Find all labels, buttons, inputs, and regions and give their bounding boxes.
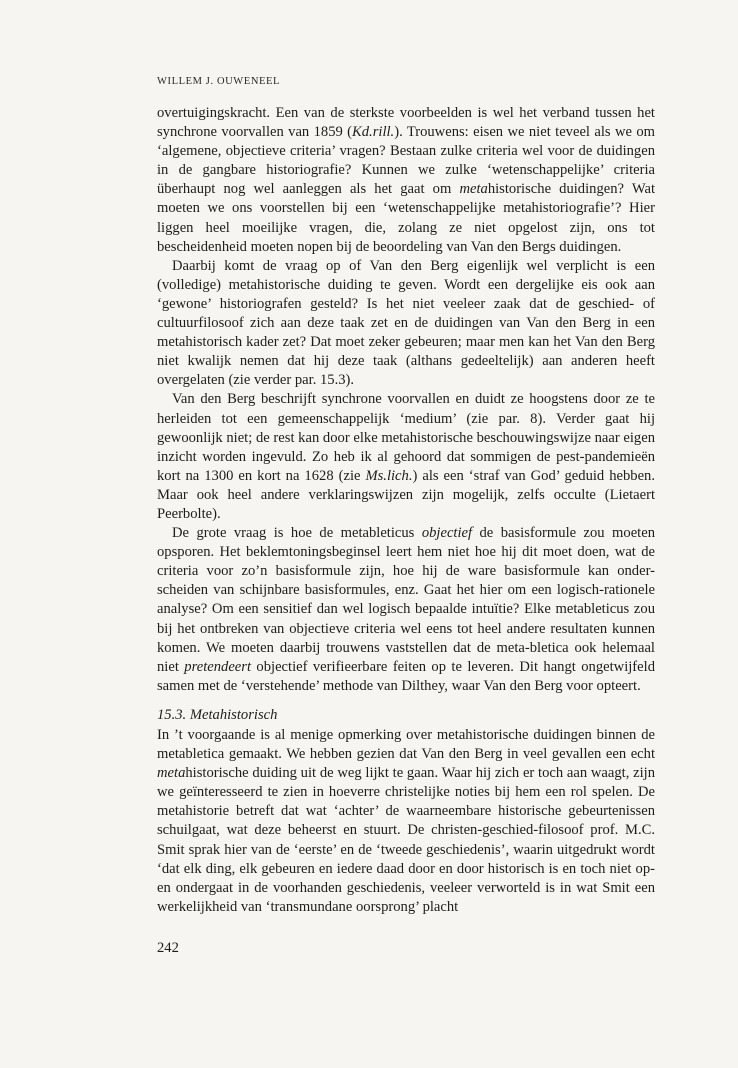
paragraph-4 xyxy=(157,524,655,696)
page-number: 242 xyxy=(157,940,179,956)
italic-text: Kd.rill. xyxy=(352,124,395,141)
running-head: WILLEM J. OUWENEEL xyxy=(157,76,281,87)
section-paragraph xyxy=(157,726,655,917)
body-text xyxy=(157,104,655,696)
paragraph-3 xyxy=(157,390,655,524)
paragraph-2 xyxy=(157,257,655,391)
text-run: objectief verifieerbare feiten op te leveren. Dit hangt ongetwijfeld samen met de ‘verstehende’ methode van Dilthey, waar Van den Berg voor opteert. xyxy=(157,658,655,694)
text-run: historische duidingen? Wat moeten we ons voorstellen bij een ‘wetenschappelijke metahistoriografie’? Hier liggen heel moeilijke vragen, die, zolang ze niet opgelost zijn, ons tot bescheidenheid moeten nopen bij de beoordeling van Van den Bergs duidingen. xyxy=(157,181,655,255)
text-run: Daarbij komt de vraag op of Van den Berg eigenlijk wel verplicht is een (volledige) metahistorische duiding te geven. Wordt een dergelijke eis ook aan ‘gewone’ historiografen gesteld? Is het niet veeleer zaak dat de geschied- of cultuurfilosoof zich aan deze taak zet en de duidingen van Van den Berg in een metahistorisch kader zet? Dat moet zeker gebeuren; maar men kan het Van den Berg niet kwalijk nemen dat hij deze taak (althans gedeeltelijk) aan anderen heeft overgelaten (zie verder par. 15.3). xyxy=(157,257,655,389)
italic-text: meta xyxy=(157,765,186,782)
italic-text: Ms.lich. xyxy=(365,467,413,484)
italic-text: meta xyxy=(459,181,488,198)
text-run: ) als een ‘straf van God’ geduid hebben. Maar ook heel andere verklaringswijzen zijn mogelijk, zelfs occulte (Lietaert Peerbolte). xyxy=(157,467,655,522)
paragraph-1 xyxy=(157,104,655,257)
text-run: historische duiding uit de weg lijkt te gaan. Waar hij zich er toch aan waagt, zijn we geïnteresseerd te zien in hoeverre christelijke noties bij hem een rol spelen. De metahistorie betreft dat wat ‘achter’ de waarneembare historische gebeurtenissen schuilgaat, wat deze beheerst en stuurt. De christen-geschied-filosoof prof. M.C. Smit sprak hier van de ‘eerste’ en de ‘tweede geschiedenis’, waarin uitgedrukt wordt ‘dat elk ding, elk gebeuren en iedere daad door en door historisch is en toch niet op- en ondergaat in de voorhanden geschiedenis, veeleer verworteld is in wat Smit een werkelijkheid van ‘transmundane oorsprong’ placht xyxy=(157,765,655,915)
text-run: de basisformule zou moeten opsporen. Het beklemtoningsbeginsel leert hem niet hoe hij dit moet doen, wat de criteria voor zo’n basisformule zijn, hoe hij de ware basisformule kan onder-scheiden van schijnbare basisformules, enz. Gaat het hier om een logisch-rationele analyse? Om een sensitief dan wel logisch bepaalde intuïtie? Elke metableticus zou bij het ontbreken van objectieve criteria wel eens tot heel andere resultaten kunnen komen. We moeten daarbij trouwens vaststellen dat de meta-bletica ook helemaal niet xyxy=(157,525,655,675)
text-run: In ’t voorgaande is al menige opmerking over metahistorische duidingen binnen de metabletica gemaakt. We hebben gezien dat Van den Berg in veel gevallen een echt xyxy=(157,727,655,763)
italic-text: pretendeert xyxy=(184,658,252,675)
section-heading: 15.3. Metahistorisch xyxy=(157,707,278,723)
text-run: Van den Berg beschrijft synchrone voorvallen en duidt ze hoogstens door ze te herleiden tot een gemeenschappelijk ‘medium’ (zie par. 8). Verder gaat hij gewoonlijk niet; de rest kan door elke metahistorische beschouwingswijze naar eigen inzicht worden ingevuld. Zo heb ik al gehoord dat sommigen de pest-pandemieën kort na 1300 en kort na 1628 (zie xyxy=(157,391,655,484)
section-body-text xyxy=(157,726,655,917)
text-run: overtuigingskracht. Een van de sterkste voorbeelden is wel het verband tussen het synchrone voorvallen van 1859 ( xyxy=(157,105,655,141)
text-run: ). Trouwens: eisen we niet teveel als we om ‘algemene, objectieve criteria’ vragen? Bestaan zulke criteria wel voor de duidingen in de gangbare historiografie? Kunnen we zulke ‘wetenschappelijke’ criteria überhaupt nog wel aanleggen als het gaat om xyxy=(157,124,655,198)
italic-text: objectief xyxy=(421,525,473,542)
text-run: De grote vraag is hoe de metableticus xyxy=(172,525,422,542)
